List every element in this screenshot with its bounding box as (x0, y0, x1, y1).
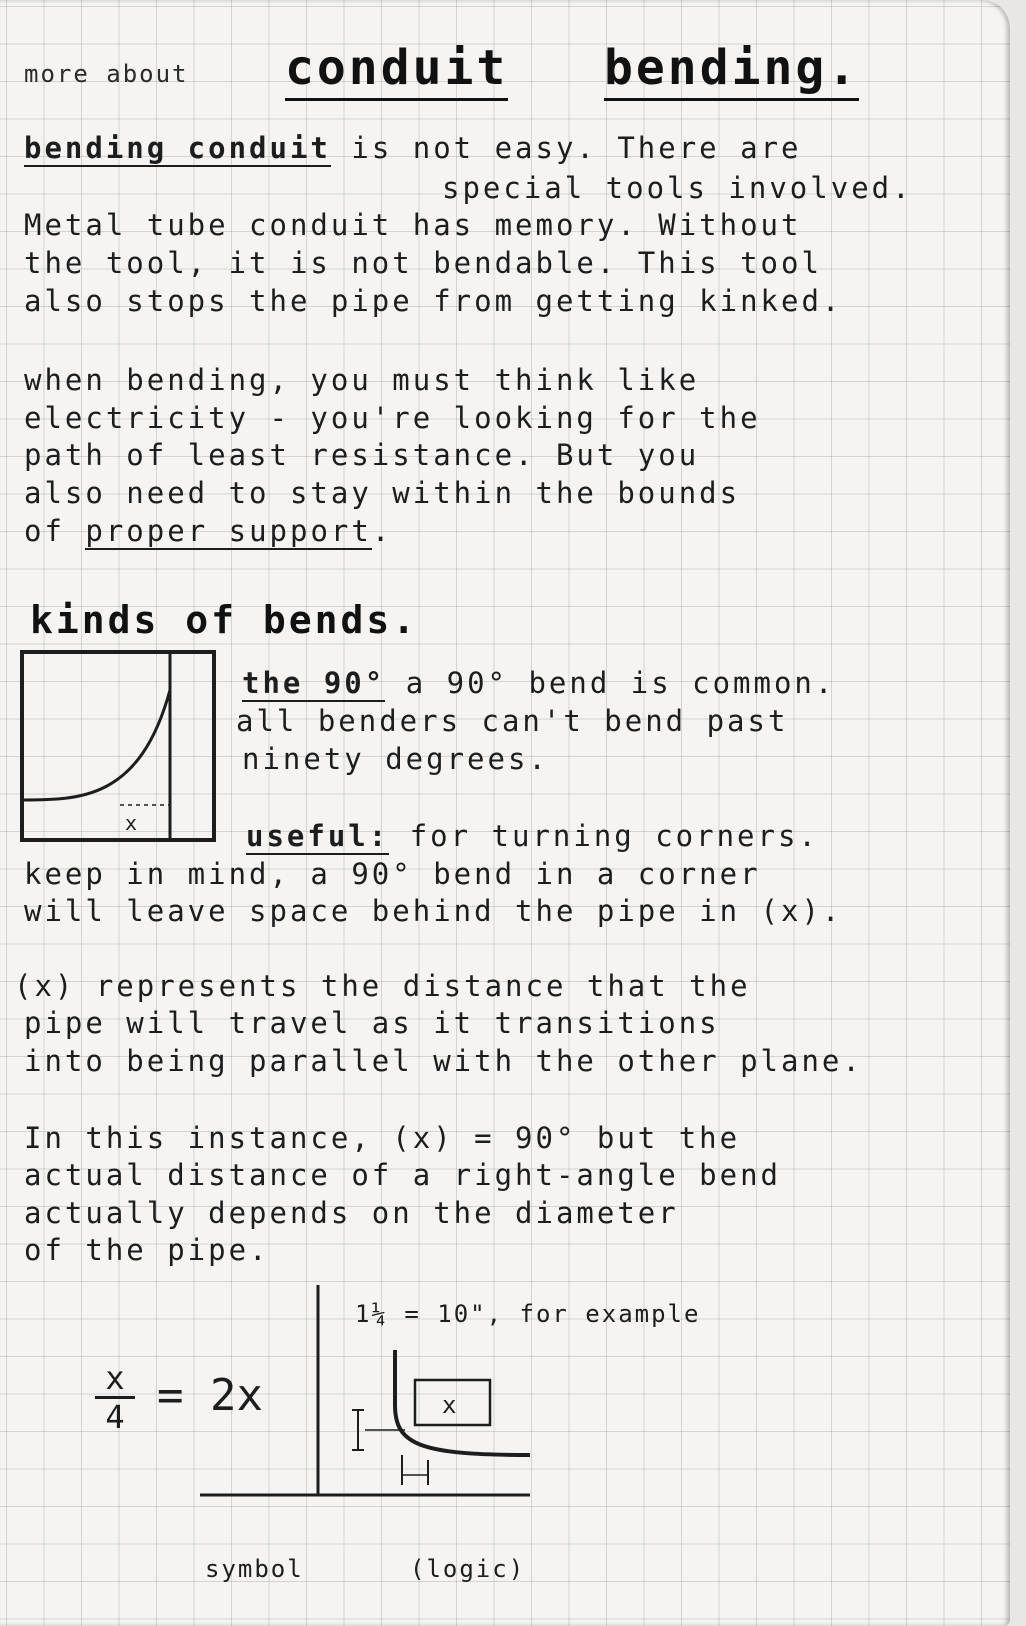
elec-of: of (24, 514, 65, 548)
logic-diagram (190, 1285, 550, 1545)
diagram-frame (22, 652, 214, 840)
term-the-90: the 90° (242, 666, 386, 700)
formula-example: 1¼ = 10", for example (355, 1300, 701, 1328)
formula-fraction (95, 1360, 135, 1435)
bend-curve (22, 690, 170, 800)
bend-90-diagram (20, 650, 220, 850)
bend90-useful-line (246, 818, 819, 854)
bend90-text-1: a 90° bend is common. (405, 666, 836, 700)
elec-line-2: electricity - you're looking for the (24, 401, 761, 435)
bend90-line-3: ninety degrees. (242, 742, 549, 776)
elec-line-1: when bending, you must think like (24, 363, 700, 397)
page-title (285, 40, 859, 96)
inst-line-2: actual distance of a right-angle bend (24, 1158, 782, 1192)
intro-line-1 (24, 130, 801, 166)
repr-line-1: (x) represents the distance that the (14, 969, 751, 1003)
inst-line-1: In this instance, (x) = 90° but the (24, 1121, 741, 1155)
x-box-label: x (442, 1391, 457, 1419)
repr-line-2: pipe will travel as it transitions (24, 1006, 720, 1040)
intro-line-2: special tools involved. (442, 171, 913, 205)
useful-text: for turning corners. (409, 819, 819, 853)
logic-label: (logic) (410, 1555, 526, 1583)
kinds-heading: kinds of bends. (30, 598, 419, 642)
bend90-line-2: all benders can't bend past (236, 704, 789, 738)
intro-line-3: Metal tube conduit has memory. Without (24, 208, 802, 242)
inst-line-4: of the pipe. (24, 1233, 270, 1267)
header-prefix: more about (24, 60, 189, 88)
bend90-line-4: keep in mind, a 90° bend in a corner (24, 857, 761, 891)
formula-denominator: 4 (105, 1398, 125, 1436)
elec-line-3: path of least resistance. But you (24, 438, 700, 472)
useful-term: useful: (246, 819, 390, 853)
title-word-conduit: conduit (285, 40, 508, 101)
intro-text-1: is not easy. There are (351, 131, 802, 165)
repr-line-3: into being parallel with the other plane. (24, 1044, 863, 1078)
inst-line-3: actually depends on the diameter (24, 1196, 679, 1230)
diagram-x-label: x (125, 811, 138, 835)
title-word-bending: bending. (604, 40, 859, 101)
intro-line-5: also stops the pipe from getting kinked. (24, 284, 843, 318)
intro-line-4: the tool, it is not bendable. This tool (24, 246, 822, 280)
bend90-line-5: will leave space behind the pipe in (x). (24, 894, 843, 928)
symbol-label: symbol (205, 1555, 304, 1583)
formula-numerator: x (95, 1360, 135, 1399)
elec-line-4: also need to stay within the bounds (24, 476, 741, 510)
formula-rhs: = 2x (157, 1370, 263, 1421)
elec-line-5 (24, 513, 392, 549)
proper-support-term: proper support (85, 514, 372, 548)
elec-period: . (371, 514, 393, 548)
bend90-line-1 (242, 665, 835, 701)
intro-term: bending conduit (24, 131, 331, 165)
